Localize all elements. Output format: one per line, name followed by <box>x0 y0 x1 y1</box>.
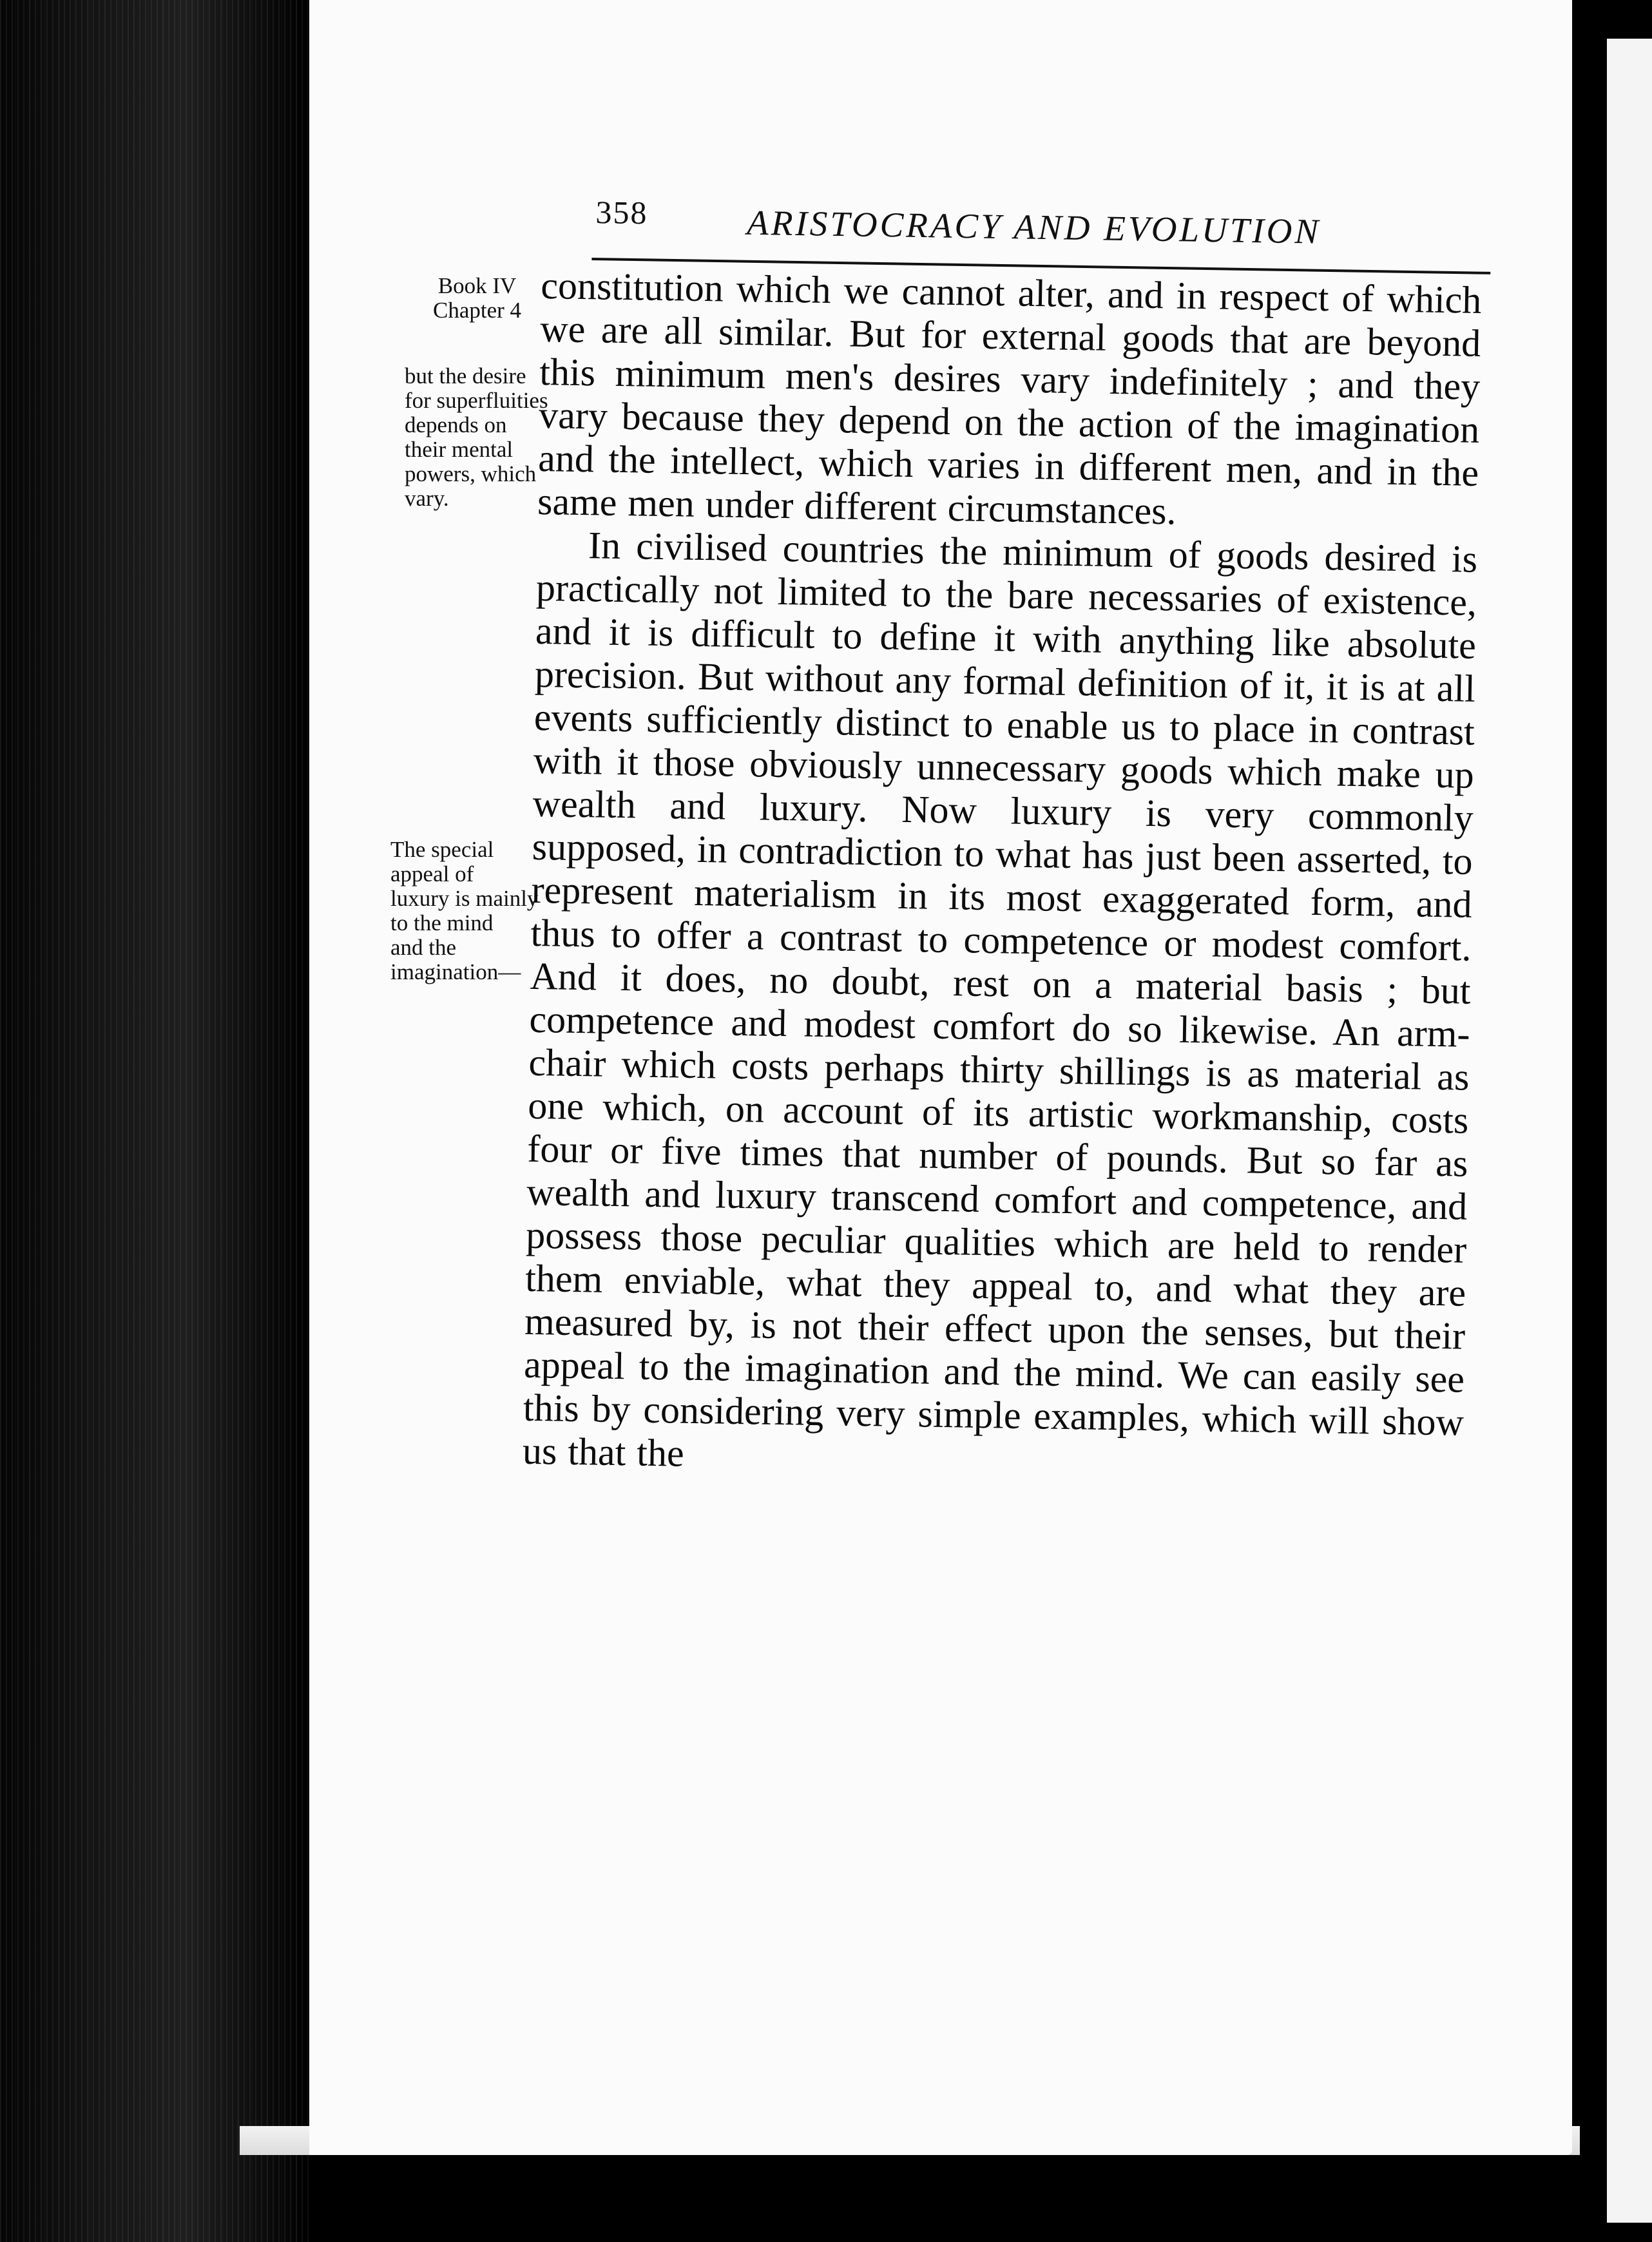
paragraph: constitution which we cannot alter, and in respect of which we are all similar. But for external goods that are beyond this minimum men's desires vary indefinitely ; and they vary because they depend on the action of the imagination and the intellect, which varies in different men, and in the same men under different circumstances. <box>537 264 1482 533</box>
paragraph: In civilised countries the minimum of goods desired is practically not limited to the bare necessaries of existence, and it is difficult to define it with anything like absolute precision. But without any formal definition of it, it is at all events sufficiently distinct to enable us to place in contrast with it those obviously unnecessary goods which make up wealth and luxury. Now luxury is very commonly supposed, in contradiction to what has just been asserted, to represent materialism in its most exaggerated form, and thus to offer a contrast to competence or modest comfort. And it does, no doubt, rest on a material basis ; but competence and modest comfort do so likewise. An arm-chair which costs perhaps thirty shillings is as material as one which, on account of its artistic workmanship, costs four or five times that number of pounds. But so far as wealth and luxury transcend comfort and competence, and possess those peculiar qualities which are held to render them enviable, what they appeal to, and what they are measured by, is not their effect upon the senses, but their appeal to the imagination and the mind. We can easily see this by considering very simple examples, which will show us that the <box>522 524 1478 1475</box>
book-spine <box>0 0 309 2242</box>
page-header <box>591 193 1491 274</box>
running-title: ARISTOCRACY AND EVOLUTION <box>746 202 1321 251</box>
page-number: 358 <box>595 194 648 231</box>
sidenote-luxury: The special appeal of luxury is mainly to the mind and the imagination— <box>390 837 539 984</box>
next-page-edge <box>1607 39 1652 2223</box>
body-text <box>523 264 1482 1488</box>
sidenote-desire: but the desire for superfluities depends on their mental powers, which vary. <box>405 363 548 511</box>
sidenote-book-chapter: Book IV Chapter 4 <box>433 273 522 323</box>
